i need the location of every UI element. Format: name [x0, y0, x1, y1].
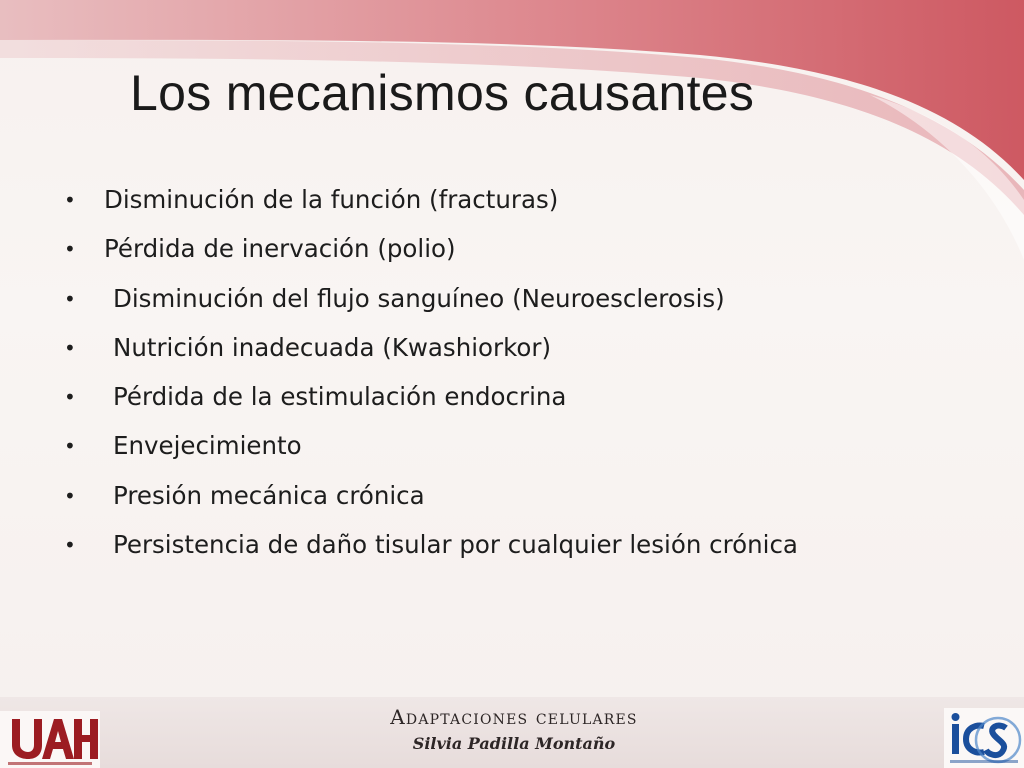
- slide-title: Los mecanismos causantes: [130, 65, 755, 121]
- footer-title: Adaptaciones celulares: [390, 705, 638, 729]
- footer-author: Silvia Padilla Montaño: [412, 734, 616, 753]
- uaeh-logo: [0, 711, 100, 768]
- bullet-dot-icon: •: [64, 286, 76, 311]
- uaeh-logo-icon: [0, 711, 100, 768]
- bullet-text: Presión mecánica crónica: [113, 480, 425, 510]
- bullet-dot-icon: •: [64, 434, 76, 459]
- bullet-text: Pérdida de inervación (polio): [104, 234, 456, 264]
- bullet-text: Disminución de la función (fracturas): [104, 185, 559, 214]
- bullet-text: Disminución del flujo sanguíneo (Neuroesclerosis): [113, 283, 725, 313]
- bullet-dot-icon: •: [64, 237, 76, 262]
- icsa-logo: [944, 708, 1024, 768]
- bullet-text: Pérdida de la estimulación endocrina: [113, 382, 567, 412]
- bullet-text: Nutrición inadecuada (Kwashiorkor): [113, 332, 552, 362]
- bullet-text: Persistencia de daño tisular por cualquier lesión crónica: [113, 530, 798, 560]
- bullet-dot-icon: •: [64, 483, 76, 508]
- icsa-logo-icon: [944, 708, 1024, 768]
- bullet-dot-icon: •: [64, 533, 76, 558]
- bullet-dot-icon: •: [64, 335, 76, 360]
- bullet-text: Envejecimiento: [113, 431, 302, 461]
- bullet-dot-icon: •: [64, 385, 76, 410]
- bullet-dot-icon: •: [64, 188, 76, 212]
